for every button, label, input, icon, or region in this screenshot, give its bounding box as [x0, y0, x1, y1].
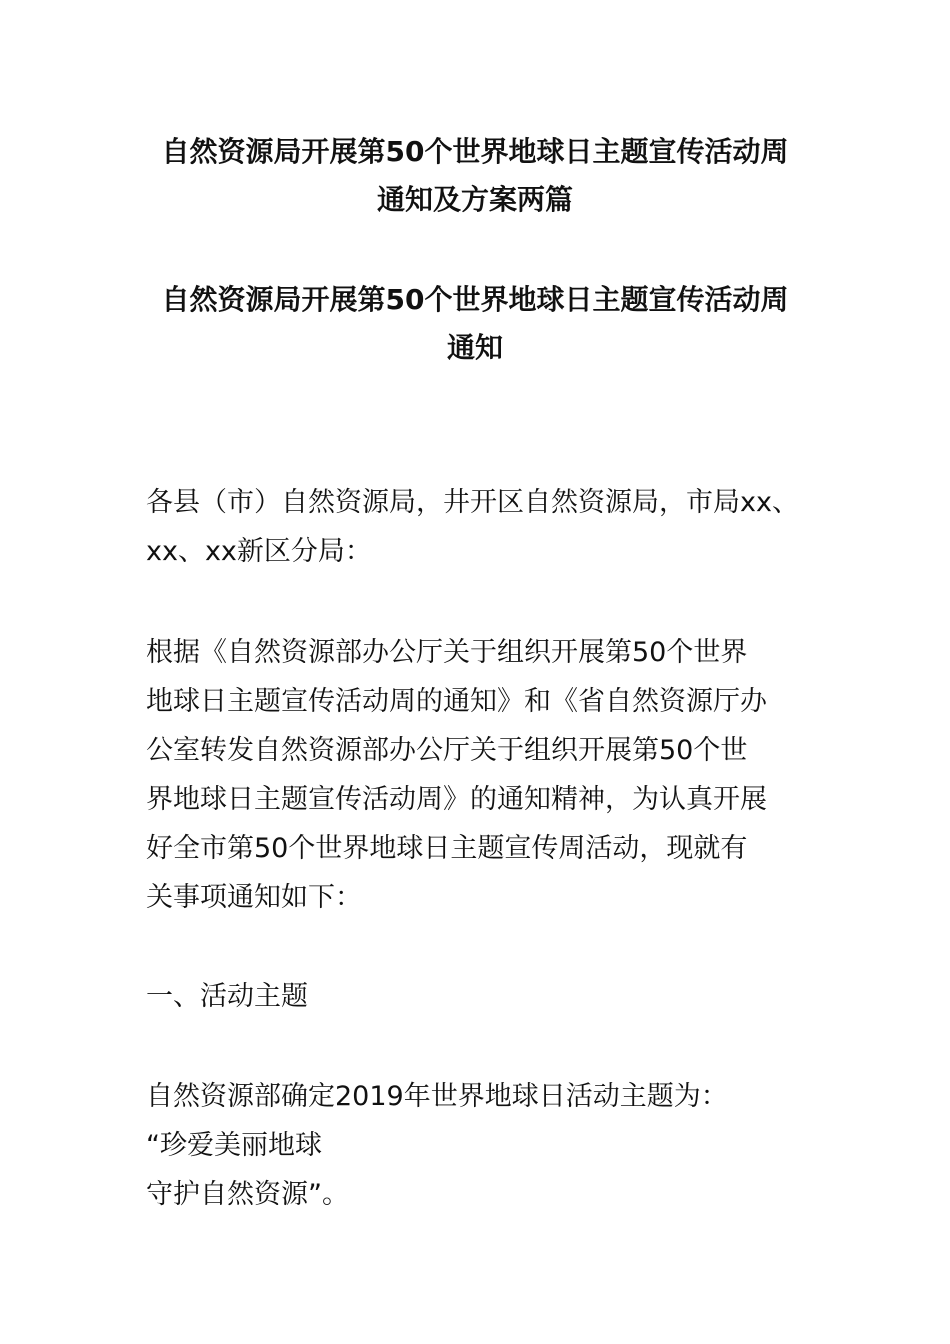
- theme-paragraph: [146, 1072, 816, 1219]
- sub-title-line-1: 自然资源局开展第50个世界地球日主题宣传活动周: [161, 283, 789, 316]
- main-title-line-1: 自然资源局开展第50个世界地球日主题宣传活动周: [161, 135, 789, 168]
- basis-line-5: 好全市第50个世界地球日主题宣传周活动，现就有: [146, 833, 748, 864]
- theme-slogan-part-1: “珍爱美丽地球: [146, 1130, 322, 1161]
- section-1-heading: [146, 972, 816, 1021]
- sub-title: [120, 276, 830, 372]
- theme-slogan-part-2: 守护自然资源”。: [146, 1179, 349, 1210]
- basis-line-6: 关事项通知如下：: [146, 882, 362, 913]
- basis-line-3: 公室转发自然资源部办公厅关于组织开展第50个世: [146, 735, 748, 766]
- sub-title-line-2: 通知: [446, 331, 503, 364]
- main-title: [120, 128, 830, 224]
- section-1-heading-text: 一、活动主题: [146, 981, 308, 1012]
- basis-paragraph: [146, 628, 816, 922]
- addressee-line-1: 各县（市）自然资源局，井开区自然资源局，市局xx、: [146, 487, 799, 518]
- basis-line-4: 界地球日主题宣传活动周》的通知精神，为认真开展: [146, 784, 767, 815]
- basis-line-2: 地球日主题宣传活动周的通知》和《省自然资源厅办: [146, 686, 767, 717]
- theme-line-1: 自然资源部确定2019年世界地球日活动主题为：: [146, 1081, 728, 1112]
- addressee-paragraph: [146, 478, 816, 576]
- theme-line-2: [146, 1121, 816, 1219]
- basis-line-1: 根据《自然资源部办公厅关于组织开展第50个世界: [146, 637, 748, 668]
- addressee-line-2: xx、xx新区分局：: [146, 536, 372, 567]
- main-title-line-2: 通知及方案两篇: [376, 183, 573, 216]
